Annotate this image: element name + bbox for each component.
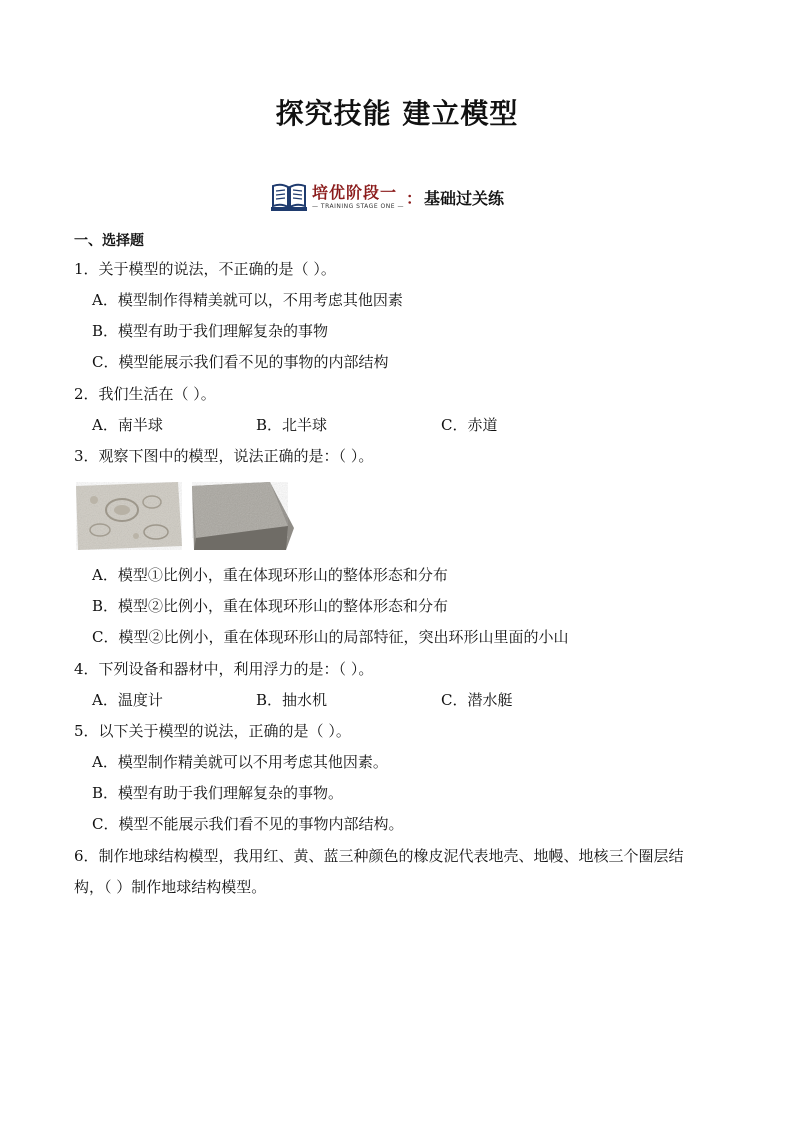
q3-option-a: A．模型①比例小，重在体现环形山的整体形态和分布 [92, 566, 448, 584]
q5-option-a: A．模型制作精美就可以不用考虑其他因素。 [92, 753, 388, 771]
q2-option-c: C．赤道 [441, 416, 498, 434]
question-4: 4．下列设备和器材中，利用浮力的是：（ ）。 [74, 660, 374, 678]
crater-model-2-image [192, 482, 294, 550]
q5-option-b: B．模型有助于我们理解复杂的事物。 [92, 784, 344, 802]
question-5: 5．以下关于模型的说法，正确的是（ ）。 [74, 722, 351, 740]
q1-option-a: A．模型制作得精美就可以，不用考虑其他因素 [92, 291, 403, 309]
q5-option-c: C．模型不能展示我们看不见的事物内部结构。 [92, 815, 404, 833]
question-6-line-2: 构，（ ）制作地球结构模型。 [74, 878, 267, 896]
q4-option-c: C．潜水艇 [441, 691, 513, 709]
stage-banner [270, 180, 504, 214]
q3-option-b: B．模型②比例小，重在体现环形山的整体形态和分布 [92, 597, 449, 615]
stage-subtitle: — TRAINING STAGE ONE — [312, 202, 404, 210]
question-2: 2．我们生活在（ ）。 [74, 385, 216, 403]
q2-option-b: B．北半球 [256, 416, 328, 434]
q4-option-a: A．温度计 [92, 691, 163, 709]
crater-model-images [74, 480, 296, 552]
section-heading: 一、选择题 [74, 233, 144, 249]
q3-option-c: C．模型②比例小，重在体现环形山的局部特征，突出环形山里面的小山 [92, 628, 569, 646]
q1-option-b: B．模型有助于我们理解复杂的事物 [92, 322, 329, 340]
stage-colon: ： [405, 188, 422, 208]
page-title: 探究技能 建立模型 [275, 97, 519, 130]
crater-model-1-image [76, 482, 182, 550]
stage-description: 基础过关练 [423, 188, 504, 208]
question-6-line-1: 6．制作地球结构模型，我用红、黄、蓝三种颜色的橡皮泥代表地壳、地幔、地核三个圈层结 [74, 847, 684, 865]
q2-option-a: A．南半球 [92, 416, 163, 434]
question-1: 1．关于模型的说法，不正确的是（ ）。 [74, 260, 336, 278]
stage-title: 培优阶段一 [312, 182, 398, 202]
q4-option-b: B．抽水机 [256, 691, 328, 709]
q1-option-c: C．模型能展示我们看不见的事物的内部结构 [92, 353, 389, 371]
book-icon [270, 182, 308, 212]
question-3: 3．观察下图中的模型，说法正确的是：（ ）。 [74, 447, 374, 465]
